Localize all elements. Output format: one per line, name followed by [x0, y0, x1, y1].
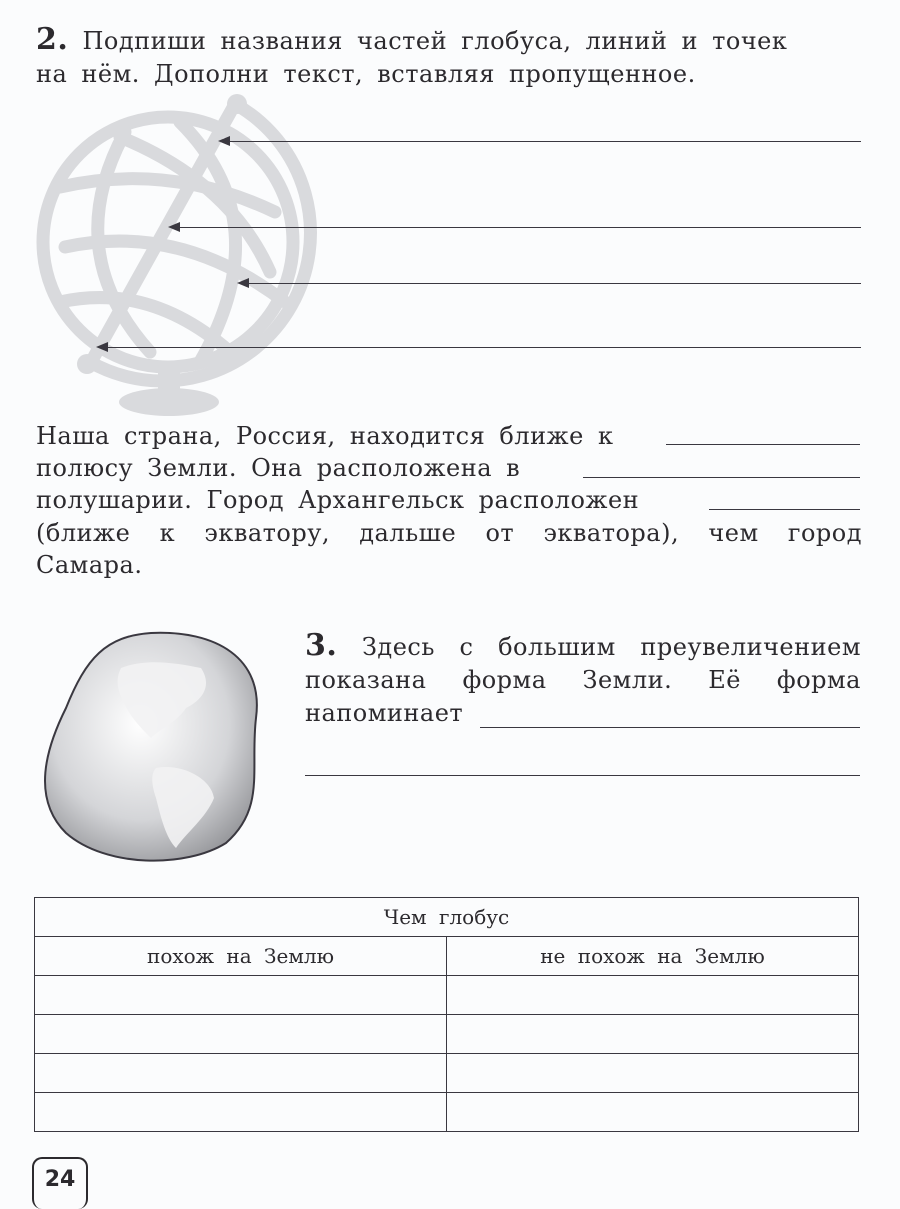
blank-pole[interactable] — [666, 444, 860, 445]
column-similar: похож на Землю — [35, 937, 447, 976]
table-row — [35, 976, 859, 1015]
arrow-icon — [96, 342, 108, 352]
paragraph-line-5: Самара. — [36, 551, 143, 579]
paragraph-line-3: полушарии. Город Архангельск расположен — [36, 486, 640, 514]
cell-similar[interactable] — [35, 1093, 447, 1132]
arrow-icon — [218, 136, 230, 146]
cell-similar[interactable] — [35, 1054, 447, 1093]
arrow-icon — [237, 278, 249, 288]
paragraph-line-4: (ближе к экватору, дальше от экватора), чем город — [36, 519, 862, 547]
table-row — [35, 1015, 859, 1054]
table-row — [35, 1054, 859, 1093]
paragraph-line-1: Наша страна, Россия, находится ближе к — [36, 422, 614, 450]
paragraph-line-2: полюсу Земли. Она расположена в — [36, 454, 521, 482]
blank-arkhangelsk[interactable] — [709, 509, 860, 510]
cell-different[interactable] — [447, 1015, 859, 1054]
cell-similar[interactable] — [35, 1015, 447, 1054]
blank-hemisphere[interactable] — [583, 477, 860, 478]
cell-similar[interactable] — [35, 976, 447, 1015]
globe-label-line-4[interactable] — [103, 347, 861, 348]
earth-shape-illustration — [36, 628, 266, 863]
globe-label-line-2[interactable] — [175, 227, 861, 228]
table-row — [35, 1093, 859, 1132]
task-3-line-1 — [305, 630, 861, 663]
cell-different[interactable] — [447, 1054, 859, 1093]
comparison-table — [34, 897, 859, 1132]
task-3-text-1: Здесь с большим преувеличением — [361, 633, 861, 661]
arrow-icon — [168, 222, 180, 232]
globe-label-line-3[interactable] — [244, 283, 861, 284]
task-2-instruction-line1: Подпиши названия частей глобуса, линий и точек — [82, 27, 788, 55]
globe-label-line-1[interactable] — [225, 141, 861, 142]
cell-different[interactable] — [447, 1093, 859, 1132]
column-different: не похож на Землю — [447, 937, 859, 976]
blank-shape-1[interactable] — [480, 727, 860, 728]
cell-different[interactable] — [447, 976, 859, 1015]
task-3-line-3: напоминает — [305, 699, 464, 727]
task-2-instruction-line2: на нём. Дополни текст, вставляя пропущенное. — [36, 60, 696, 88]
task-2-number: 2. — [36, 22, 69, 57]
page-number: 24 — [32, 1157, 88, 1209]
blank-shape-2[interactable] — [305, 775, 860, 776]
task-2-instruction — [36, 24, 862, 57]
task-3-number: 3. — [305, 628, 338, 663]
task-3-line-2: показана форма Земли. Её форма — [305, 666, 861, 694]
table-header: Чем глобус — [35, 898, 859, 937]
